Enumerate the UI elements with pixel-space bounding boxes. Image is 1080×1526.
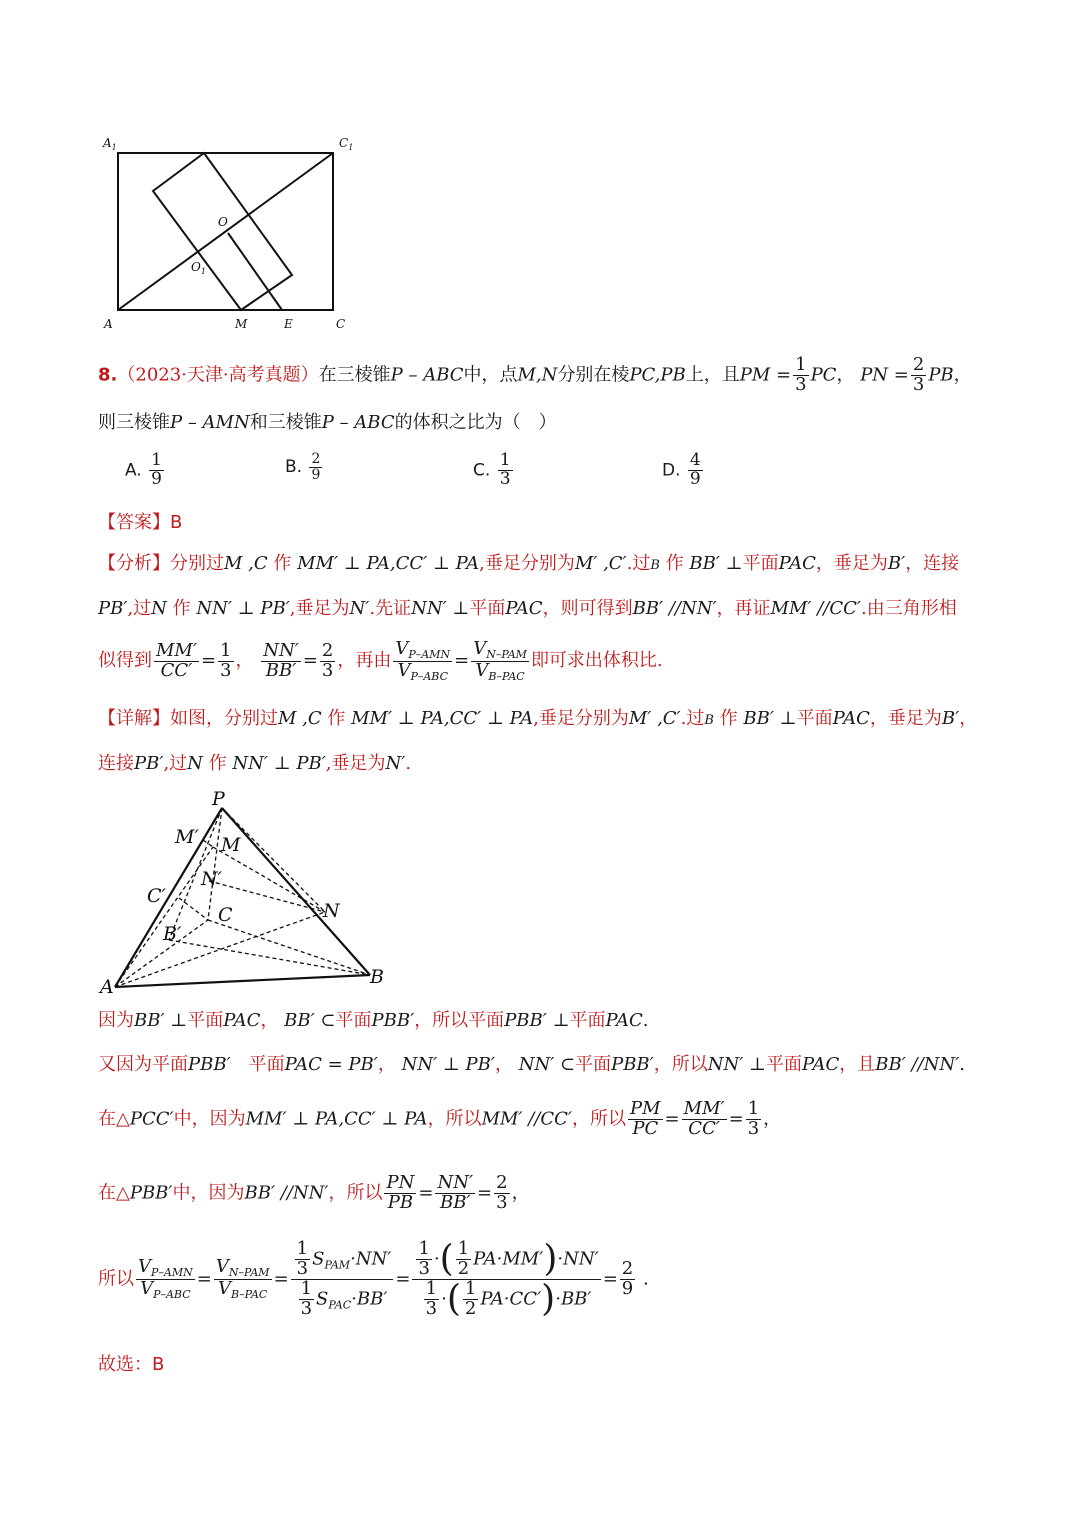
text: 作 [719,708,738,729]
text: 即可求出体积比. [530,650,663,672]
text: ， [377,1054,396,1075]
subscript: P–AMN [408,648,451,661]
text: ， [235,650,254,672]
text: .过 [680,708,705,729]
fraction [218,639,233,681]
denominator: 9 [621,1277,634,1299]
denominator: 3 [418,1257,430,1279]
math: M ,C [278,708,322,729]
problem-math: PC,PB [629,364,686,386]
fraction [261,639,301,681]
math: B′ [941,708,960,729]
math: NN′ ⊥ PB′ [232,753,326,774]
math: M′ ,C′ [574,553,627,574]
numerator: 1 [499,450,511,470]
volume-symbol: V [218,1277,232,1299]
detail-line-1 [98,710,977,728]
label-a: A [100,976,114,998]
denominator: BB′ [439,1191,471,1213]
equals: = [273,1268,289,1290]
problem-math: PC [810,364,837,386]
problem-number: 8. [98,364,118,386]
text: 分别过 [170,553,224,574]
label-c: C [218,904,233,926]
fraction [628,1100,663,1139]
figure-rectangle [95,130,365,335]
equals: = [200,650,217,672]
proof-line-4 [98,1174,530,1213]
subscript: N–PAM [486,648,527,661]
numerator: 1 [220,639,232,661]
text: ,过 [127,598,152,619]
problem-text: 则三棱锥 [98,412,170,433]
math: PBB′ [129,1182,173,1204]
label-b: B [370,966,384,988]
text: ， [494,1054,513,1075]
math: PBB′ [371,1010,415,1031]
fraction [393,640,452,682]
problem-math: PM = [739,364,792,386]
option-d[interactable] [662,452,705,489]
label-m: M [221,834,241,856]
problem-text: 和三棱锥 [249,412,322,433]
text: ， [511,1182,530,1204]
analysis-tag: 【分析】 [98,553,170,574]
math: MM′ ⊥ PA,CC′ ⊥ PA [297,553,480,574]
math: N [151,598,167,619]
volume-symbol: V [215,1256,229,1278]
math: N′ [349,598,370,619]
problem-text: 上，且 [685,364,740,386]
text: ,垂足分别为 [479,553,575,574]
math: PAC [778,553,816,574]
text: . [642,1010,649,1031]
math: BB′ //NN′ [632,598,717,619]
volume-symbol: V [140,1277,154,1299]
denominator: PB [387,1191,414,1213]
fraction [384,1174,416,1213]
text: ，所以 [653,1054,708,1075]
problem-math: PN = [860,364,909,386]
problem-source: （2023·天津·高考真题） [117,364,319,386]
fraction [214,1258,272,1300]
fraction [746,1100,761,1139]
subscript: P–ABC [410,669,449,683]
label-m: M [235,317,248,331]
math: PAC [223,1010,261,1031]
math: M′ ,C′ [628,708,681,729]
numerator: 1 [296,1238,309,1259]
text: 平面 [742,553,779,574]
answer-line [98,514,182,532]
numerator: 1 [418,1238,430,1259]
final-answer [98,1356,164,1374]
math: N′ [385,753,406,774]
math: BB′ ⊂ [284,1010,336,1031]
analysis-line-3 [98,640,663,682]
text: ，所以平面 [414,1010,505,1031]
label-o1: $O_1$ [191,260,206,276]
numerator: 1 [795,354,807,375]
text: 故选： [98,1354,152,1375]
text: .由三角形相 [861,598,957,619]
option-fraction [309,452,322,482]
text: 平面 [335,1010,372,1031]
volume-symbol: V [395,638,409,659]
denominator: 3 [499,468,511,489]
fraction [136,1258,195,1300]
fraction [435,1174,475,1213]
text: 作 [208,753,227,774]
numerator: 1 [300,1277,313,1299]
math: M ,C [224,553,268,574]
math: B [704,713,714,728]
math: NN′ ⊥ [411,598,470,619]
math: BB′ ⊥ [134,1010,188,1031]
text: 连接 [98,753,134,774]
problem-text: ， [953,364,972,386]
analysis-line-1 [98,555,959,573]
problem-text: 分别在棱 [557,364,630,386]
denominator: 3 [747,1117,760,1139]
text: .先证 [369,598,412,619]
equals: = [728,1108,744,1130]
subscript: P–ABC [153,1287,191,1301]
equals: = [664,1108,680,1130]
problem-text: ， [836,364,855,386]
text: ，垂足为 [815,553,888,574]
text: ，所以 [427,1108,482,1130]
numerator: 4 [689,450,701,470]
label-m-prime: M′ [175,826,199,848]
label-a: A [104,317,113,331]
math: PB′ [134,753,164,774]
analysis-line-2 [98,600,957,618]
text: 平面 [569,1010,606,1031]
denominator: 9 [311,466,321,483]
text: 似得到 [98,650,152,672]
denominator: 3 [296,1257,309,1279]
proof-line-1 [98,1012,648,1030]
text: 平面 [187,1010,224,1031]
numerator: 1 [425,1277,438,1299]
option-label: A. [125,460,142,481]
label-b-prime: B′ [163,923,182,945]
final-value: B [152,1354,165,1375]
option-fraction [498,452,513,489]
fraction [471,640,529,682]
text: ，且 [839,1054,876,1075]
segment: BB′ [560,1288,592,1310]
text: ， [763,1108,782,1130]
subscript: B–PAC [231,1287,268,1301]
label-c: C [336,317,346,331]
text: 因为 [98,1010,134,1031]
math: MM′ ⊥ PA,CC′ ⊥ PA [245,1108,428,1130]
text: ,垂足分别为 [533,708,629,729]
math: PCC′ [129,1108,174,1130]
problem-text: 的体积之比为（ ） [394,412,557,433]
denominator: 3 [300,1297,313,1319]
text: 又因为平面 [98,1054,188,1075]
detail-tag: 【详解】 [98,708,170,729]
volume-symbol: V [473,638,487,659]
segment: BB′ [356,1288,388,1310]
denominator: CC′ [688,1117,720,1139]
problem-math: P – ABC [390,364,464,386]
math: PBB′ [611,1054,654,1075]
subscript: P–AMN [151,1266,193,1280]
fraction [154,639,199,681]
label-c-prime: C′ [147,885,166,907]
segment: MM′ [502,1248,544,1270]
answer-value: B [170,512,183,533]
text: ，所以 [572,1108,626,1130]
math: BB′ //NN′ [875,1054,960,1075]
numerator: MM′ [683,1098,725,1119]
text: ，再证 [716,598,771,619]
denominator: 3 [795,373,807,395]
volume-symbol: V [138,1256,151,1278]
math: NN′ ⊥ PB′ [196,598,290,619]
figure-tetrahedron [95,785,405,1000]
problem-text: 在三棱锥 [318,364,391,386]
math: MM′ ⊥ PA,CC′ ⊥ PA [351,708,534,729]
numerator: 1 [747,1098,760,1119]
denominator: PC [632,1117,659,1139]
math: PAC [802,1054,840,1075]
fraction [494,1174,509,1213]
math: PAC = PB′ [284,1054,378,1075]
denominator: 3 [321,659,334,681]
subscript: B–PAC [488,669,525,683]
numerator: 2 [621,1257,634,1279]
proof-line-3 [98,1100,781,1139]
label-c1: $C_1$ [339,136,354,152]
denominator: 9 [151,468,162,489]
math: B′ [887,553,906,574]
math: NN′ ⊥ [707,1054,766,1075]
numerator: 2 [321,639,334,661]
problem-text: 中，点 [463,364,518,386]
math: MM′ //CC′ [770,598,861,619]
text: ,垂足为 [325,753,386,774]
math: PAC [605,1010,643,1031]
fraction [911,356,926,395]
problem-line-2 [98,414,557,432]
text: 平面 [575,1054,612,1075]
text: 平面 [469,598,506,619]
text: . [642,1268,649,1290]
text: ，则可得到 [542,598,633,619]
numerator: MM′ [156,639,197,661]
math: BB′ ⊥ [689,553,743,574]
text: 平面 [796,708,833,729]
text: . [405,753,412,774]
math: N [187,753,203,774]
math: BB′ ⊥ [743,708,797,729]
numerator: NN′ [263,639,299,661]
text: 平面 [766,1054,802,1075]
text: 作 [665,553,684,574]
numerator: PM [630,1098,661,1119]
numerator: 2 [496,1172,508,1193]
fraction [793,356,808,395]
text: 平面 [248,1054,285,1075]
text: ， [260,1010,279,1031]
denominator: BB′ [265,659,297,681]
equals: = [477,1182,493,1204]
fraction-area-ratio: $\frac{1}{3}$ $S_{PAM}\cdot NN'$ $\frac{1}{3}$ $S_{PAC}\cdot BB'$ [291,1240,394,1319]
volume-symbol: V [397,659,411,681]
problem-math: P – AMN [170,412,250,433]
label-a1: $A_1$ [103,136,117,152]
numerator: PN [386,1172,415,1193]
label-o: O [218,215,228,229]
text: ，垂足为 [869,708,942,729]
option-a[interactable] [125,452,166,489]
math: MM′ //CC′ [481,1108,572,1130]
math: PAC [505,598,543,619]
answer-tag: 【答案】 [98,512,170,533]
text: ， [959,708,978,729]
equals: = [302,650,318,672]
problem-math: PB [928,364,954,386]
math: PAC [832,708,870,729]
option-label: D. [662,460,681,481]
equals: = [395,1268,411,1290]
subscript: N–PAM [228,1266,270,1280]
detail-line-2 [98,755,411,773]
volume-formula [98,1240,649,1319]
text: 中，因为 [173,1108,246,1130]
text: 如图，分别过 [170,708,278,729]
label-n-prime: N′ [201,868,222,890]
numerator: 2 [311,451,321,467]
equals: = [454,650,470,672]
math: PBB′ [188,1054,231,1075]
math: NN′ ⊥ PB′ [401,1054,495,1075]
fraction [682,1100,727,1139]
fraction [320,639,335,681]
text: 作 [327,708,346,729]
option-label: C. [473,460,491,481]
label-p: P [212,788,225,810]
segment: NN′ [355,1248,392,1270]
math: NN′ ⊂ [518,1054,576,1075]
text: . [959,1054,965,1075]
text: ，所以 [328,1182,383,1204]
text: ,垂足为 [289,598,350,619]
text: ，连接 [905,553,960,574]
text: 作 [172,598,191,619]
math: PB′ [98,598,128,619]
text: 作 [273,553,292,574]
problem-line-1 [98,356,972,395]
text: ，再由 [337,650,392,672]
volume-symbol: V [475,659,489,681]
numerator: 2 [912,354,925,375]
option-c[interactable] [473,452,515,489]
equals: = [418,1182,434,1204]
numerator: 1 [151,450,162,470]
problem-math: M,N [517,364,558,386]
equals: = [196,1268,212,1290]
option-label: B. [285,457,303,478]
segment: NN′ [563,1248,599,1270]
text: 所以 [98,1268,134,1290]
fraction-expanded: $\frac{1}{3}$ ·( $\frac{1}{2}$ PA·MM′)·NN′ $\frac{1}{3}$ ·( $\frac{1}{2}$ PA·CC′)·BB′ [412,1240,600,1319]
equals: = [602,1268,618,1290]
option-b[interactable] [285,452,324,482]
math: PBB′ ⊥ [504,1010,570,1031]
denominator: CC′ [160,659,193,681]
denominator: 3 [220,659,232,681]
text: 在△ [98,1182,130,1204]
denominator: 3 [496,1191,508,1213]
proof-line-2 [98,1056,965,1074]
text: 在△ [98,1108,130,1130]
text: ,过 [163,753,188,774]
text: .过 [626,553,651,574]
math: BB′ //NN′ [244,1182,329,1204]
text: 中，因为 [172,1182,245,1204]
label-n: N [323,900,340,922]
problem-math: P – ABC [321,412,395,433]
denominator: 9 [689,468,701,489]
denominator: 3 [425,1297,438,1319]
option-fraction [149,452,164,489]
numerator: NN′ [437,1172,474,1193]
result-fraction [620,1257,635,1299]
option-fraction [688,452,703,489]
segment: CC′ [509,1288,542,1310]
math: B [650,558,660,573]
denominator: 3 [912,373,925,395]
label-e: E [284,317,293,331]
